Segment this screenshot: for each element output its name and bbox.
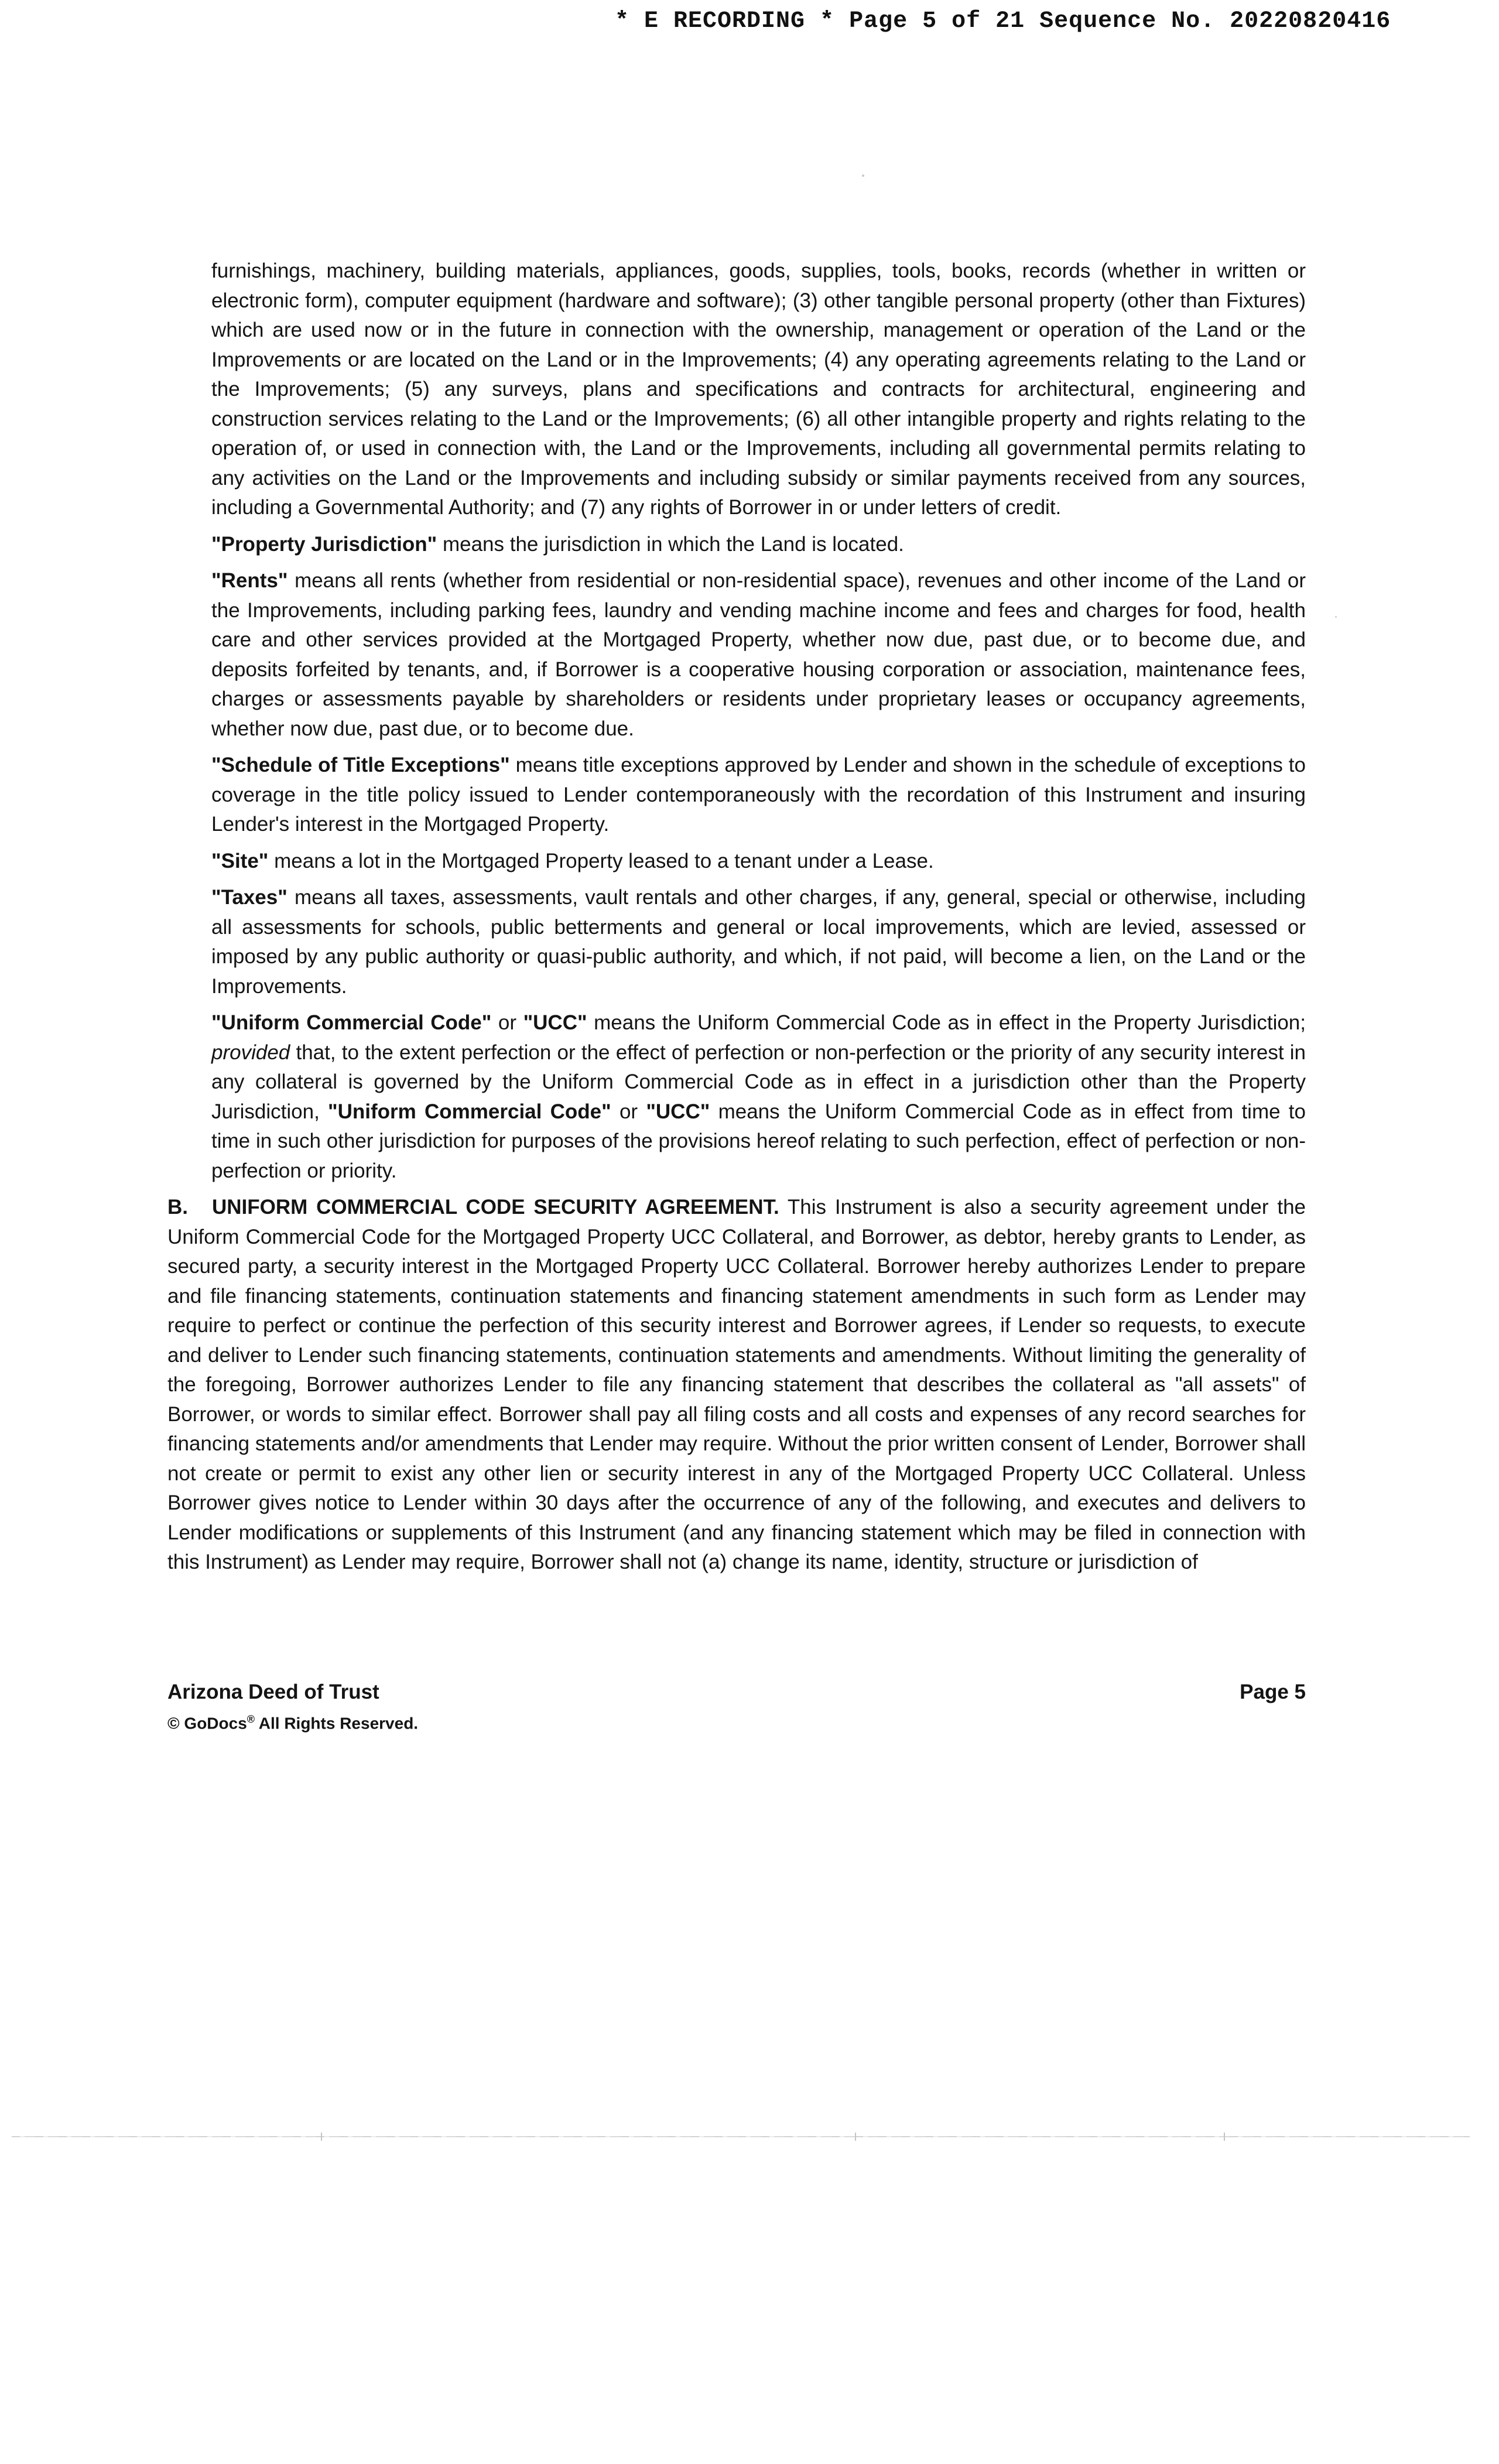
footer-left — [167, 1678, 694, 1736]
scan-tick — [321, 2133, 322, 2141]
definition-term: "Schedule of Title Exceptions" — [211, 754, 510, 776]
definition-text: means the Uniform Commercial Code as in effect in the Property Jurisdiction; — [587, 1011, 1306, 1034]
definition-text: that, to the extent perfection or the effect of perfection or non-perfection or the priority of any security interest in any collateral is governed by the Uniform Commercial Code as in effect in a jurisdiction other than the Property Jurisdiction, — [211, 1041, 1306, 1123]
definition-ucc — [167, 1008, 1306, 1186]
definition-text: means title exceptions approved by Lender and shown in the schedule of exceptions to coverage in the title policy issued to Lender contemporaneously with the recordation of this Instrument and insuring Lender's interest in the Mortgaged Property. — [211, 754, 1306, 836]
section-heading: UNIFORM COMMERCIAL CODE SECURITY AGREEMENT. — [212, 1196, 779, 1219]
scan-tick — [855, 2133, 856, 2141]
definition-term: "Uniform Commercial Code" — [211, 1011, 492, 1034]
definition-site — [167, 847, 1306, 877]
registered-mark: ® — [247, 1713, 255, 1725]
definition-schedule-of-title-exceptions — [167, 751, 1306, 840]
section-b-security-agreement — [167, 1193, 1306, 1577]
definition-term: "UCC" — [646, 1100, 710, 1123]
document-body — [167, 256, 1306, 1577]
definition-text: or — [491, 1011, 523, 1034]
section-label: B. — [167, 1196, 188, 1219]
copyright-prefix: © GoDocs — [167, 1714, 247, 1733]
definition-text: means the Uniform Commercial Code as in effect from time to time in such other jurisdiction for purposes of the provisions hereof relating to such perfection, effect of perfection or non-perfection or priority. — [211, 1100, 1306, 1182]
definition-property-jurisdiction — [167, 530, 1306, 560]
definition-term: "UCC" — [523, 1011, 587, 1034]
definition-term: "Uniform Commercial Code" — [328, 1100, 611, 1123]
footer-document-title: Arizona Deed of Trust — [167, 1681, 379, 1703]
definition-text: or — [611, 1100, 646, 1123]
definition-emphasis: provided — [211, 1041, 290, 1064]
continuation-paragraph: furnishings, machinery, building materials, appliances, goods, supplies, tools, books, records (whether in written or electronic form), computer equipment (hardware and software); (3) other tangible personal property (other than Fixtures) which are used now or in the future in connection with the ownership, management or operation of the Land or the Improvements or are located on the Land or in the Improvements; (4) any operating agreements relating to the Land or the Improvements; (5) any surveys, plans and specifications and contracts for architectural, engineering and construction services relating to the Land or the Improvements; (6) all other intangible property and rights relating to the operation of, or used in connection with, the Land or the Improvements, including all governmental permits relating to any activities on the Land or the Improvements and including subsidy or similar payments received from any sources, including a Governmental Authority; and (7) any rights of Borrower in or under letters of credit. — [211, 259, 1306, 519]
section-text: This Instrument is also a security agreement under the Uniform Commercial Code for the Mortgaged Property UCC Collateral, and Borrower, as debtor, hereby grants to Lender, as secured party, a security interest in the Mortgaged Property UCC Collateral. Borrower hereby authorizes Lender to prepare and file financing statements, continuation statements and financing statement amendments in such form as Lender may require to perfect or continue the perfection of this security interest and Borrower agrees, if Lender so requests, to execute and deliver to Lender such financing statements, continuation statements and amendments. Without limiting the generality of the foregoing, Borrower authorizes Lender to file any financing statement that describes the collateral as "all assets" of Borrower, or words to similar effect. Borrower shall pay all filing costs and all costs and expenses of any record searches for financing statements and/or amendments that Lender may require. Without the prior written consent of Lender, Borrower shall not create or permit to exist any other lien or security interest in any of the Mortgaged Property UCC Collateral. Unless Borrower gives notice to Lender within 30 days after the occurrence of any of the following, and executes and delivers to Lender modifications or supplements of this Instrument (and any financing statement which may be filed in connection with this Instrument) as Lender may require, Borrower shall not (a) change its name, identity, structure or jurisdiction of — [167, 1196, 1306, 1573]
definition-term: "Property Jurisdiction" — [211, 532, 437, 556]
recording-header: * E RECORDING * Page 5 of 21 Sequence No. 20220820416 — [615, 8, 1391, 35]
footer-page-number: Page 5 — [1240, 1681, 1306, 1703]
definition-rents — [167, 566, 1306, 744]
scan-line — [12, 2136, 1470, 2137]
definition-taxes — [167, 883, 1306, 1001]
definition-text: means all rents (whether from residential or non-residential space), revenues and other income of the Land or the Improvements, including parking fees, laundry and vending machine income and fees and charges for food, health care and other services provided at the Mortgaged Property, whether now due, past due, or to become due, and deposits forfeited by tenants, and, if Borrower is a cooperative housing corporation or association, maintenance fees, charges or assessments payable by shareholders or residents under proprietary leases or occupancy agreements, whether now due, past due, or to become due. — [211, 569, 1306, 740]
definition-term: "Taxes" — [211, 886, 288, 909]
copyright-suffix: All Rights Reserved. — [255, 1714, 419, 1733]
definition-text: means a lot in the Mortgaged Property leased to a tenant under a Lease. — [268, 849, 934, 872]
scan-tick — [1224, 2133, 1225, 2141]
footer-copyright — [167, 1707, 694, 1736]
scan-speck — [1335, 616, 1337, 618]
definition-text: means the jurisdiction in which the Land is located. — [437, 532, 904, 556]
scan-speck — [862, 174, 864, 177]
definition-term: "Site" — [211, 849, 269, 872]
definition-term: "Rents" — [211, 569, 288, 592]
definition-text: means all taxes, assessments, vault rentals and other charges, if any, general, special or otherwise, including all assessments for schools, public betterments and general or local improvements, which are levied, assessed or imposed by any public authority or quasi-public authority, and which, if not paid, will become a lien, on the Land or the Improvements. — [211, 886, 1306, 998]
